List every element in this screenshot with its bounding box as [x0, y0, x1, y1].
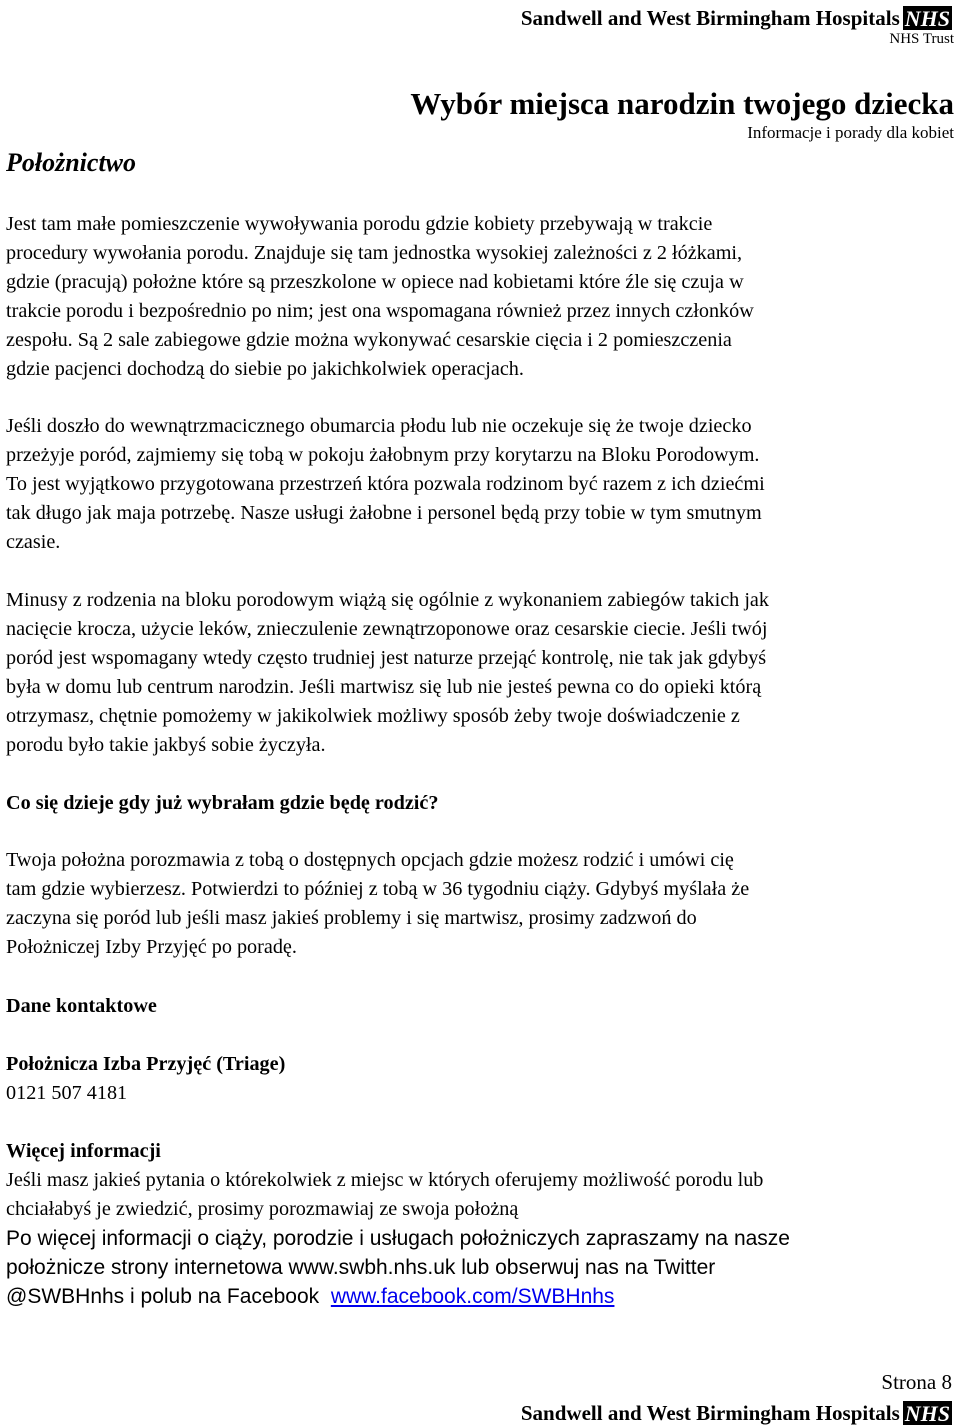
text-line: trakcie porodu i bezpośrednio po nim; jest ona wspomagana również przez innych członków	[6, 300, 754, 322]
text-line: tam gdzie wybierzesz. Potwierdzi to później z tobą w 36 tygodniu ciąży. Gdybyś myślała że	[6, 878, 750, 900]
text-line: porodu było takie jakbyś sobie życzyła.	[6, 734, 326, 756]
text-line: procedury wywołania porodu. Znajduje się tam jednostka wysokiej zależności z 2 łóżkami,	[6, 242, 743, 264]
footer-org-name	[521, 1401, 952, 1425]
page-title: Wybór miejsca narodzin twojego dziecka	[410, 86, 954, 121]
heading-after-choice: Co się dzieje gdy już wybrałam gdzie będę rodzić?	[6, 792, 439, 814]
triage-phone: 0121 507 4181	[6, 1082, 128, 1104]
text-line: Położniczej Izby Przyjęć po poradę.	[6, 936, 297, 958]
facebook-link[interactable]: www.facebook.com/SWBHnhs	[330, 1285, 615, 1308]
text-line: zespołu. Są 2 sale zabiegowe gdzie można wykonywać cesarskie cięcia i 2 pomieszczenia	[6, 329, 732, 351]
text-line: położnicze strony internetowa www.swbh.nhs.uk lub obserwuj nas na Twitter	[6, 1256, 716, 1279]
header-org-text: Sandwell and West Birmingham Hospitals	[520, 6, 900, 30]
text-line: Jeśli doszło do wewnątrzmacicznego obumarcia płodu lub nie oczekuje się że twoje dziecko	[6, 415, 752, 437]
nhs-logo-icon: NHS	[904, 1401, 950, 1426]
paragraph-minuses	[6, 586, 958, 760]
text-line: była w domu lub centrum narodzin. Jeśli martwisz się lub nie jesteś pewna co do opieki którą	[6, 676, 762, 698]
text-line: czasie.	[6, 531, 61, 553]
header-org-name	[521, 6, 952, 30]
text-line: poród jest wspomagany wtedy często trudniej jest naturze przejąć kontrolę, nie tak jak gdybyś	[6, 647, 767, 669]
text-line: Twoja położna porozmawia z tobą o dostępnych opcjach gdzie możesz rodzić i umówi cię	[6, 849, 734, 871]
text-line: Po więcej informacji o ciąży, porodzie i usługach położniczych zapraszamy na nasze	[6, 1227, 790, 1250]
paragraph-midwife	[6, 846, 958, 962]
text-line: Minusy z rodzenia na bloku porodowym wiążą się ogólnie z wykonaniem zabiegów takich jak	[6, 589, 769, 611]
text-line: otrzymasz, chętnie pomożemy w jakikolwiek możliwy sposób żeby twoje doświadczenie z	[6, 705, 740, 727]
text-line-social	[6, 1282, 958, 1311]
text-line: To jest wyjątkowo przygotowana przestrzeń która pozwala rodzinom być razem z ich dziećmi	[6, 473, 765, 495]
text-line: tak długo jak maja potrzebę. Nasze usługi żałobne i personel będą przy tobie w tym smutnym	[6, 502, 762, 524]
text-line: gdzie (pracują) położne które są przeszkolone w opiece nad kobietami które źle się czuja w	[6, 271, 744, 293]
more-info-section	[6, 1137, 958, 1311]
text-line: gdzie pacjenci dochodzą do siebie po jakichkolwiek operacjach.	[6, 358, 524, 380]
page-subtitle: Informacje i porady dla kobiet	[747, 123, 954, 142]
paragraph-bereavement	[6, 412, 958, 557]
text-line: przeżyje poród, zajmiemy się tobą w pokoju żałobnym przy korytarzu na Bloku Porodowym.	[6, 444, 760, 466]
heading-more-info: Więcej informacji	[6, 1140, 161, 1162]
nhs-logo-icon: NHS	[904, 6, 950, 31]
section-label: Położnictwo	[6, 148, 137, 177]
text-line: chciałabyś je zwiedzić, prosimy porozmawiaj ze swoja położną	[6, 1198, 519, 1220]
text-line: nacięcie krocza, użycie leków, znieczulenie zewnątrzoponowe oraz cesarskie ciecie. Jeśli twój	[6, 618, 768, 640]
text-line: Jeśli masz jakieś pytania o którekolwiek z miejsc w których oferujemy możliwość porodu lub	[6, 1169, 764, 1191]
paragraph-induction	[6, 210, 958, 384]
text-line: zaczyna się poród lub jeśli masz jakieś problemy i się martwisz, prosimy zadzwoń do	[6, 907, 697, 929]
header-trust: NHS Trust	[889, 31, 954, 47]
footer-org-text: Sandwell and West Birmingham Hospitals	[520, 1401, 900, 1425]
triage-label: Położnicza Izba Przyjęć (Triage)	[6, 1053, 286, 1075]
text-line: Jest tam małe pomieszczenie wywoływania porodu gdzie kobiety przebywają w trakcie	[6, 213, 713, 235]
heading-contact: Dane kontaktowe	[6, 995, 157, 1017]
contact-triage	[6, 1050, 958, 1108]
social-prefix: @SWBHnhs i polub na Facebook	[6, 1285, 331, 1308]
page-number: Strona 8	[881, 1370, 952, 1394]
